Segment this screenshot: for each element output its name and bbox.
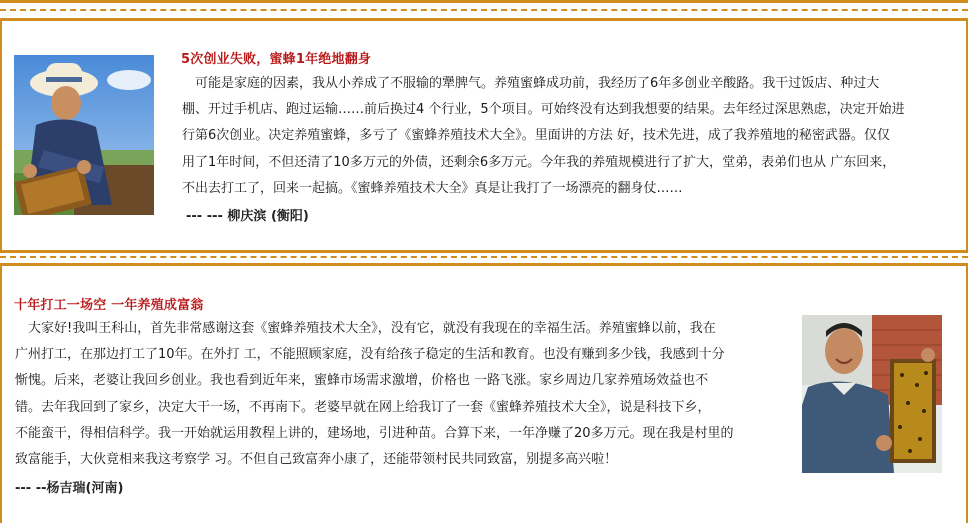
- testimonial-title: 十年打工一场空 一年养殖成富翁: [14, 298, 204, 313]
- body-line: 不出去打工了，回来一起搞。《蜜蜂养殖技术大全》真是让我打了一场漂亮的翻身仗……: [182, 180, 683, 196]
- middle-dashed-divider: [0, 256, 968, 258]
- card1-bottom-border: [0, 250, 968, 253]
- smiling-man-holding-honeycomb-photo: [802, 315, 942, 473]
- body-line: 广州打工，在那边打工了10年。在外打 工，不能照顾家庭，没有给孩子稳定的生活和教育。也没有赚到多少钱，我感到十分: [15, 347, 725, 363]
- body-line: 不能蛮干，得相信科学。我一开始就运用教程上讲的，建场地，引进种苗。合算下来，一年净赚了20多万元。现在我是村里的: [15, 425, 734, 441]
- body-line: 棚、开过手机店、跑过运输……前后换过4 个行业，5个项目。可始终没有达到我想要的结果。去年经过深思熟虑，决定开始进: [182, 102, 905, 118]
- body-line: 大家好!我叫王科山，首先非常感谢这套《蜜蜂养殖技术大全》，没有它，就没有我现在的幸福生活。养殖蜜蜂以前，我在: [15, 321, 716, 336]
- body-line: 错。去年我回到了家乡，决定大干一场，不再南下。老婆早就在网上给我订了一套《蜜蜂养殖技术大全》，说是科技下乡，: [15, 399, 711, 415]
- body-line: 致富能手，大伙竟相来我这考察学 习。不但自己致富奔小康了，还能带领村民共同致富，别提多高兴啦！: [15, 452, 618, 468]
- body-line: 行第6次创业。决定养殖蜜蜂，多亏了《蜜蜂养殖技术大全》。里面讲的方法 好，技术先进，成了我养殖地的秘密武器。仅仅: [182, 128, 890, 144]
- testimonial-signature: --- --杨吉瑞(河南): [15, 481, 124, 496]
- testimonial-card-2: [0, 263, 968, 523]
- body-line: 可能是家庭的因素，我从小养成了不服输的犟脾气。养殖蜜蜂成功前，我经历了6年多创业辛酸路。我干过饭店、种过大: [182, 76, 880, 91]
- testimonial-body: [182, 71, 957, 202]
- testimonial-card-1: [0, 0, 968, 250]
- body-line: 用了1年时间，不但还清了10多万元的外债，还剩余6多万元。今年我的养殖规模进行了扩大，堂弟，表弟们也从 广东回来，: [182, 154, 896, 170]
- body-line: 惭愧。后来，老婆让我回乡创业。我也看到近年来，蜜蜂市场需求激增，价格也 一路飞涨。家乡周边几家养殖场效益也不: [15, 373, 709, 389]
- beekeeper-with-straw-hat-photo: [14, 55, 154, 215]
- testimonial-body: [15, 316, 795, 473]
- testimonial-signature: --- --- 柳庆滨 (衡阳): [186, 209, 309, 224]
- testimonial-title: 5次创业失败，蜜蜂1年绝地翻身: [181, 52, 372, 67]
